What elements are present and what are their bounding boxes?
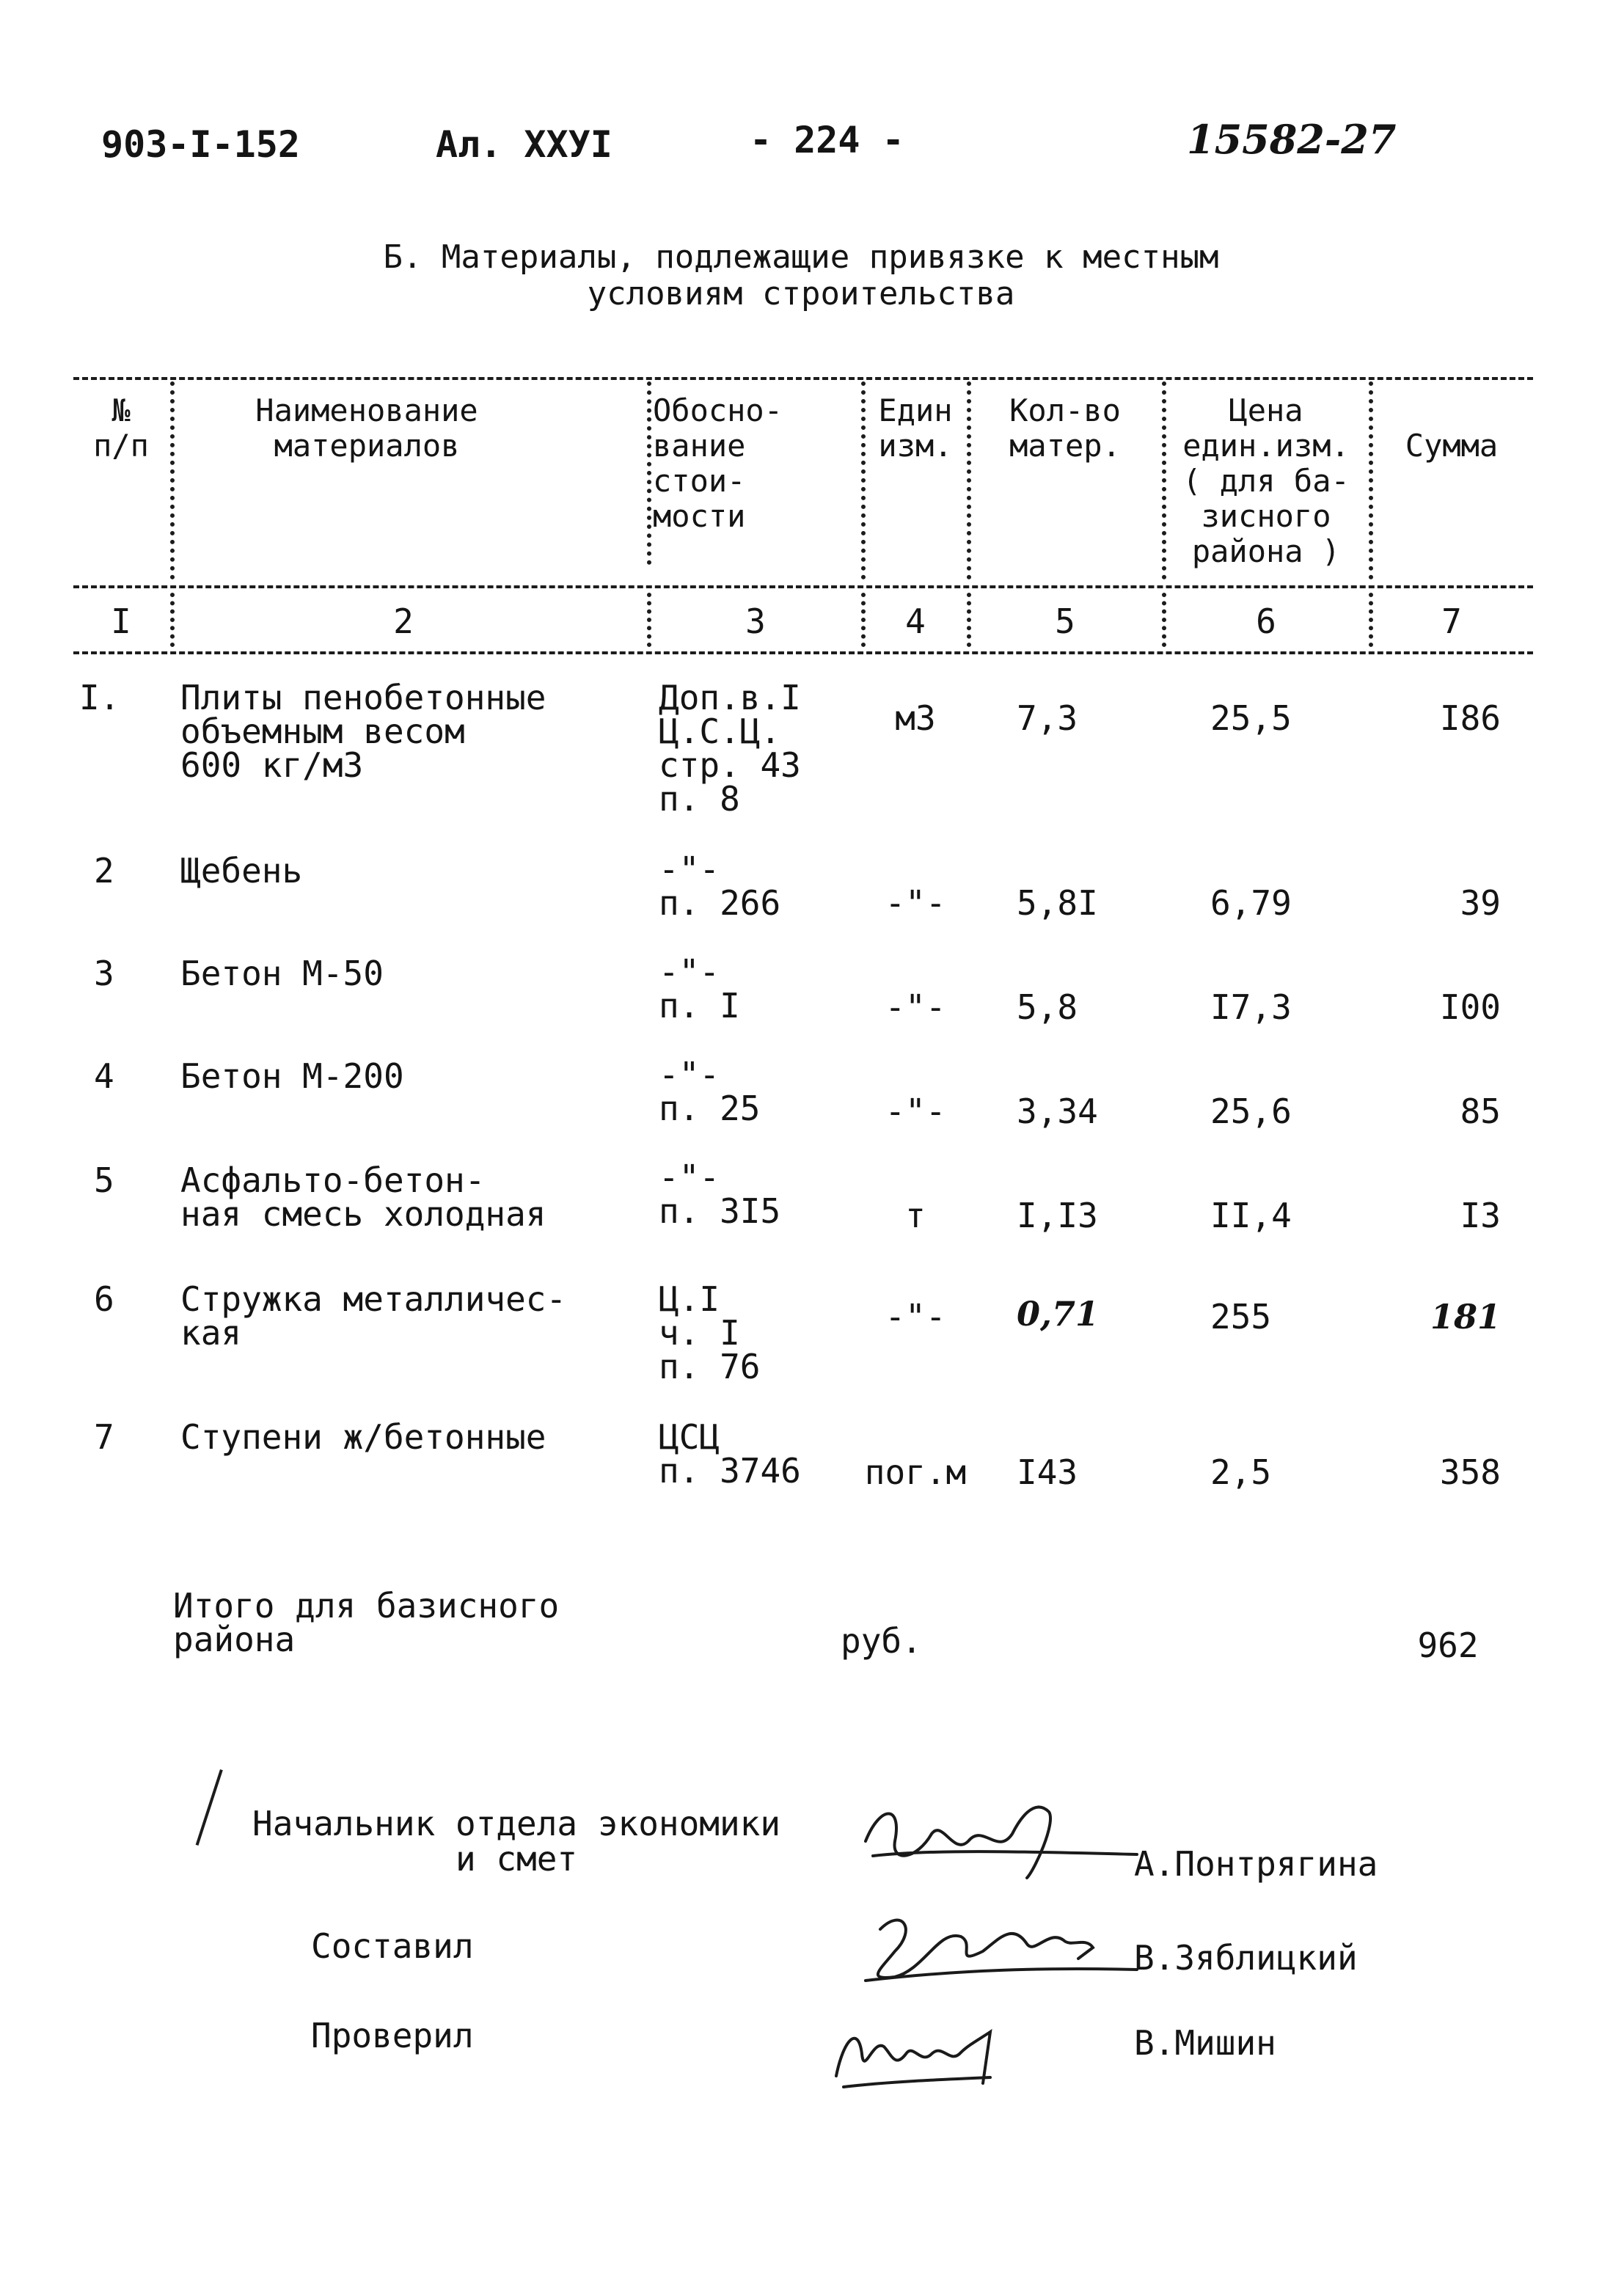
table-cell-unit: т [905,1196,926,1235]
table-cell-basis: -"- п. 3I5 [659,1158,781,1231]
table-cell-basis: ЦСЦ п. 3746 [659,1417,801,1491]
table-cell-basis: -"- п. I [659,952,740,1025]
column-index: 4 [905,602,926,641]
table-cell-basis: Ц.I ч. I п. 76 [659,1279,761,1386]
compiled-name: В.Зяблицкий [1134,1938,1358,1978]
column-separator [1369,593,1373,647]
head-name: А.Понтрягина [1134,1844,1378,1884]
signature-compiled [851,1900,1144,1995]
table-cell-name: Стружка металличес- кая [180,1279,567,1353]
head-title: Начальник отдела экономики и смет [252,1804,781,1879]
compiled-label: Составил [311,1926,474,1966]
table-cell-quantity: I,I3 [1017,1196,1098,1235]
table-header-rule [73,585,1533,588]
column-header-name: Наименование материалов [255,392,478,464]
table-cell-unit: -"- [885,1297,946,1337]
table-cell-price: 2,5 [1210,1452,1272,1492]
total-sum: 962 [1417,1626,1479,1665]
table-cell-sum: I00 [1439,987,1501,1027]
column-header-unit: Един изм. [878,392,953,464]
column-separator [170,381,175,580]
album-number: Ал. XXУI [436,123,612,166]
table-cell-unit: -"- [885,883,946,923]
project-code: 903-I-152 [101,123,300,166]
table-cell-name: Асфальто-бетон- ная смесь холодная [180,1160,546,1234]
column-index: 6 [1256,602,1276,641]
table-cell-name: Плиты пенобетонные объемным весом 600 кг/м3 [180,678,546,785]
table-cell-no: 7 [94,1417,114,1457]
section-title-line1: Б. Материалы, подлежащие привязке к местным [383,238,1219,276]
table-cell-price: 25,5 [1210,698,1292,738]
total-unit: руб. [841,1621,922,1661]
checked-name: В.Мишин [1134,2023,1276,2063]
table-cell-price: 6,79 [1210,883,1292,923]
table-cell-no: I. [79,678,120,717]
signature-head [851,1790,1144,1885]
table-cell-price: I7,3 [1210,987,1292,1027]
table-cell-no: 4 [94,1056,114,1096]
table-cell-sum: 85 [1460,1092,1501,1131]
column-header-number: № п/п [93,392,149,464]
column-header-sum: Сумма [1405,428,1499,464]
table-cell-unit: м3 [895,698,936,738]
table-cell-quantity: 3,34 [1017,1092,1098,1131]
signature-checked [822,1995,1012,2098]
table-cell-price: 255 [1210,1297,1272,1337]
table-cell-quantity: I43 [1017,1452,1078,1492]
table-cell-sum: I86 [1439,698,1501,738]
total-label: Итого для базисного района [173,1586,560,1659]
table-cell-price: II,4 [1210,1196,1292,1235]
column-header-quantity: Кол-во матер. [1009,392,1121,464]
table-cell-sum: I3 [1460,1196,1501,1235]
checked-label: Проверил [311,2016,474,2055]
table-cell-name: Бетон М-50 [180,954,384,993]
table-cell-name: Ступени ж/бетонные [180,1417,546,1457]
column-header-basis: Обосно- вание стои- мости [653,392,783,534]
slash-mark [196,1769,223,1846]
column-index: 7 [1441,602,1462,641]
table-top-rule [73,377,1533,380]
table-cell-basis: -"- п. 266 [659,849,781,923]
table-cell-quantity: 5,8I [1017,883,1098,923]
column-index: 5 [1055,602,1075,641]
table-cell-no: 5 [94,1160,114,1200]
column-separator [1369,381,1373,580]
table-cell-no: 6 [94,1279,114,1319]
column-separator [647,593,651,647]
table-cell-quantity: 0,71 [1017,1294,1100,1334]
document-number: 15582-27 [1187,116,1397,163]
column-header-price: Цена един.изм. ( для ба- зисного района ) [1182,392,1350,569]
table-cell-basis: -"- п. 25 [659,1055,761,1128]
table-cell-sum: 181 [1430,1297,1501,1337]
column-index: 3 [745,602,766,641]
column-index: 2 [393,602,414,641]
table-cell-basis: Доп.в.I Ц.С.Ц. стр. 43 п. 8 [659,678,801,819]
table-cell-sum: 39 [1460,883,1501,923]
column-separator [647,381,651,565]
page-number: - 224 - [750,119,904,161]
column-separator [170,593,175,647]
table-cell-price: 25,6 [1210,1092,1292,1131]
table-index-rule [73,651,1533,654]
column-index: I [111,602,131,641]
table-cell-quantity: 7,3 [1017,698,1078,738]
table-cell-name: Бетон М-200 [180,1056,404,1096]
table-cell-unit: пог.м [864,1452,967,1492]
table-cell-quantity: 5,8 [1017,987,1078,1027]
table-cell-unit: -"- [885,987,946,1027]
table-cell-unit: -"- [885,1092,946,1131]
table-cell-name: Щебень [180,851,303,891]
table-cell-no: 2 [94,851,114,891]
section-title-line2: условиям строительства [587,275,1015,312]
table-cell-sum: 358 [1439,1452,1501,1492]
table-cell-no: 3 [94,954,114,993]
